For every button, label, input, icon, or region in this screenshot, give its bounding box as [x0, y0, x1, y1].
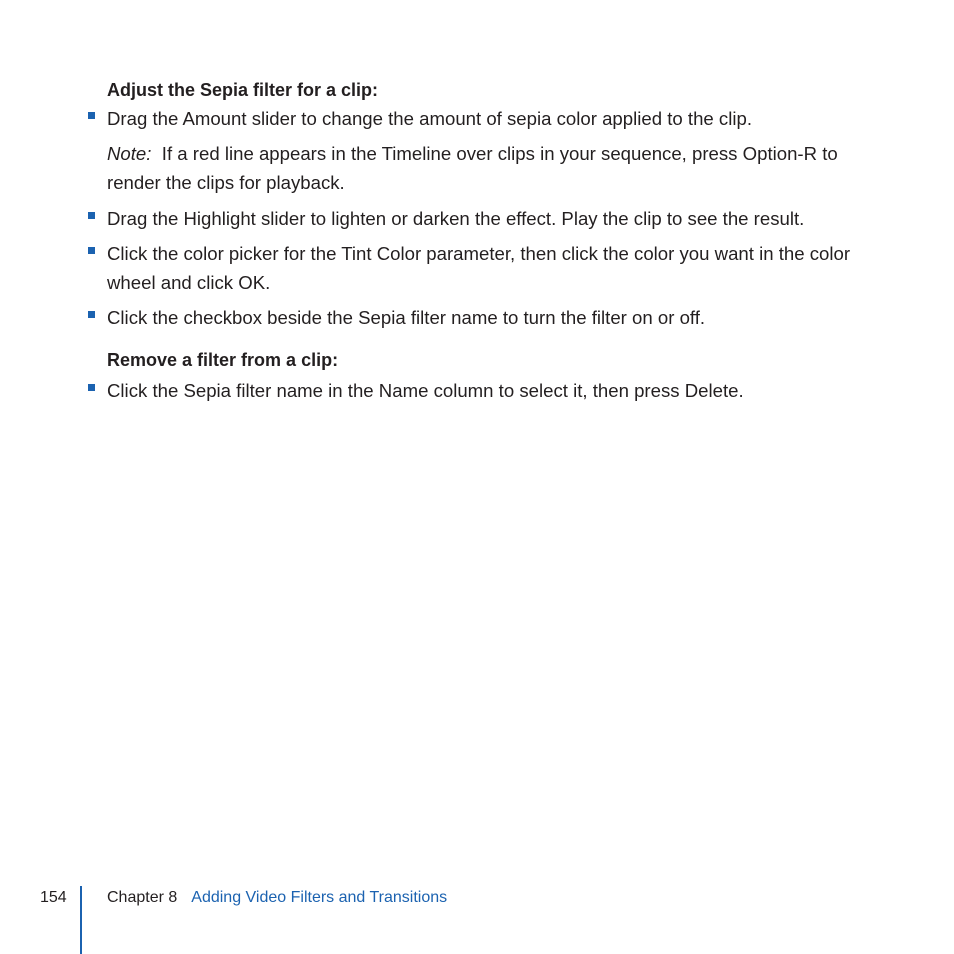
list-item [88, 303, 868, 332]
note-text: If a red line appears in the Timeline over clips in your sequence, press Option-R to render the clips for playback. [107, 143, 838, 193]
bullet-text: Drag the Highlight slider to lighten or darken the effect. Play the clip to see the result. [107, 208, 805, 229]
section-heading-remove-filter: Remove a filter from a clip: [107, 350, 339, 370]
list-item [88, 104, 868, 133]
page-number: 154 [40, 889, 67, 906]
square-bullet-icon [88, 247, 95, 254]
list-item [88, 204, 868, 233]
footer-chapter [107, 888, 447, 908]
chapter-title: Adding Video Filters and Transitions [191, 889, 448, 906]
square-bullet-icon [88, 384, 95, 391]
list-item [88, 376, 868, 405]
list-item [88, 239, 868, 297]
footer-divider [80, 886, 82, 954]
square-bullet-icon [88, 212, 95, 219]
bullet-text: Click the Sepia filter name in the Name column to select it, then press Delete. [107, 380, 744, 401]
square-bullet-icon [88, 112, 95, 119]
square-bullet-icon [88, 311, 95, 318]
chapter-label: Chapter 8 [107, 889, 178, 906]
note-label: Note: [107, 143, 152, 164]
section-heading-adjust-sepia: Adjust the Sepia filter for a clip: [107, 80, 379, 100]
note-paragraph [107, 139, 867, 197]
bullet-text: Drag the Amount slider to change the amount of sepia color applied to the clip. [107, 108, 752, 129]
bullet-text: Click the checkbox beside the Sepia filter name to turn the filter on or off. [107, 307, 706, 328]
bullet-text: Click the color picker for the Tint Color parameter, then click the color you want in the color wheel and click OK. [107, 243, 851, 293]
